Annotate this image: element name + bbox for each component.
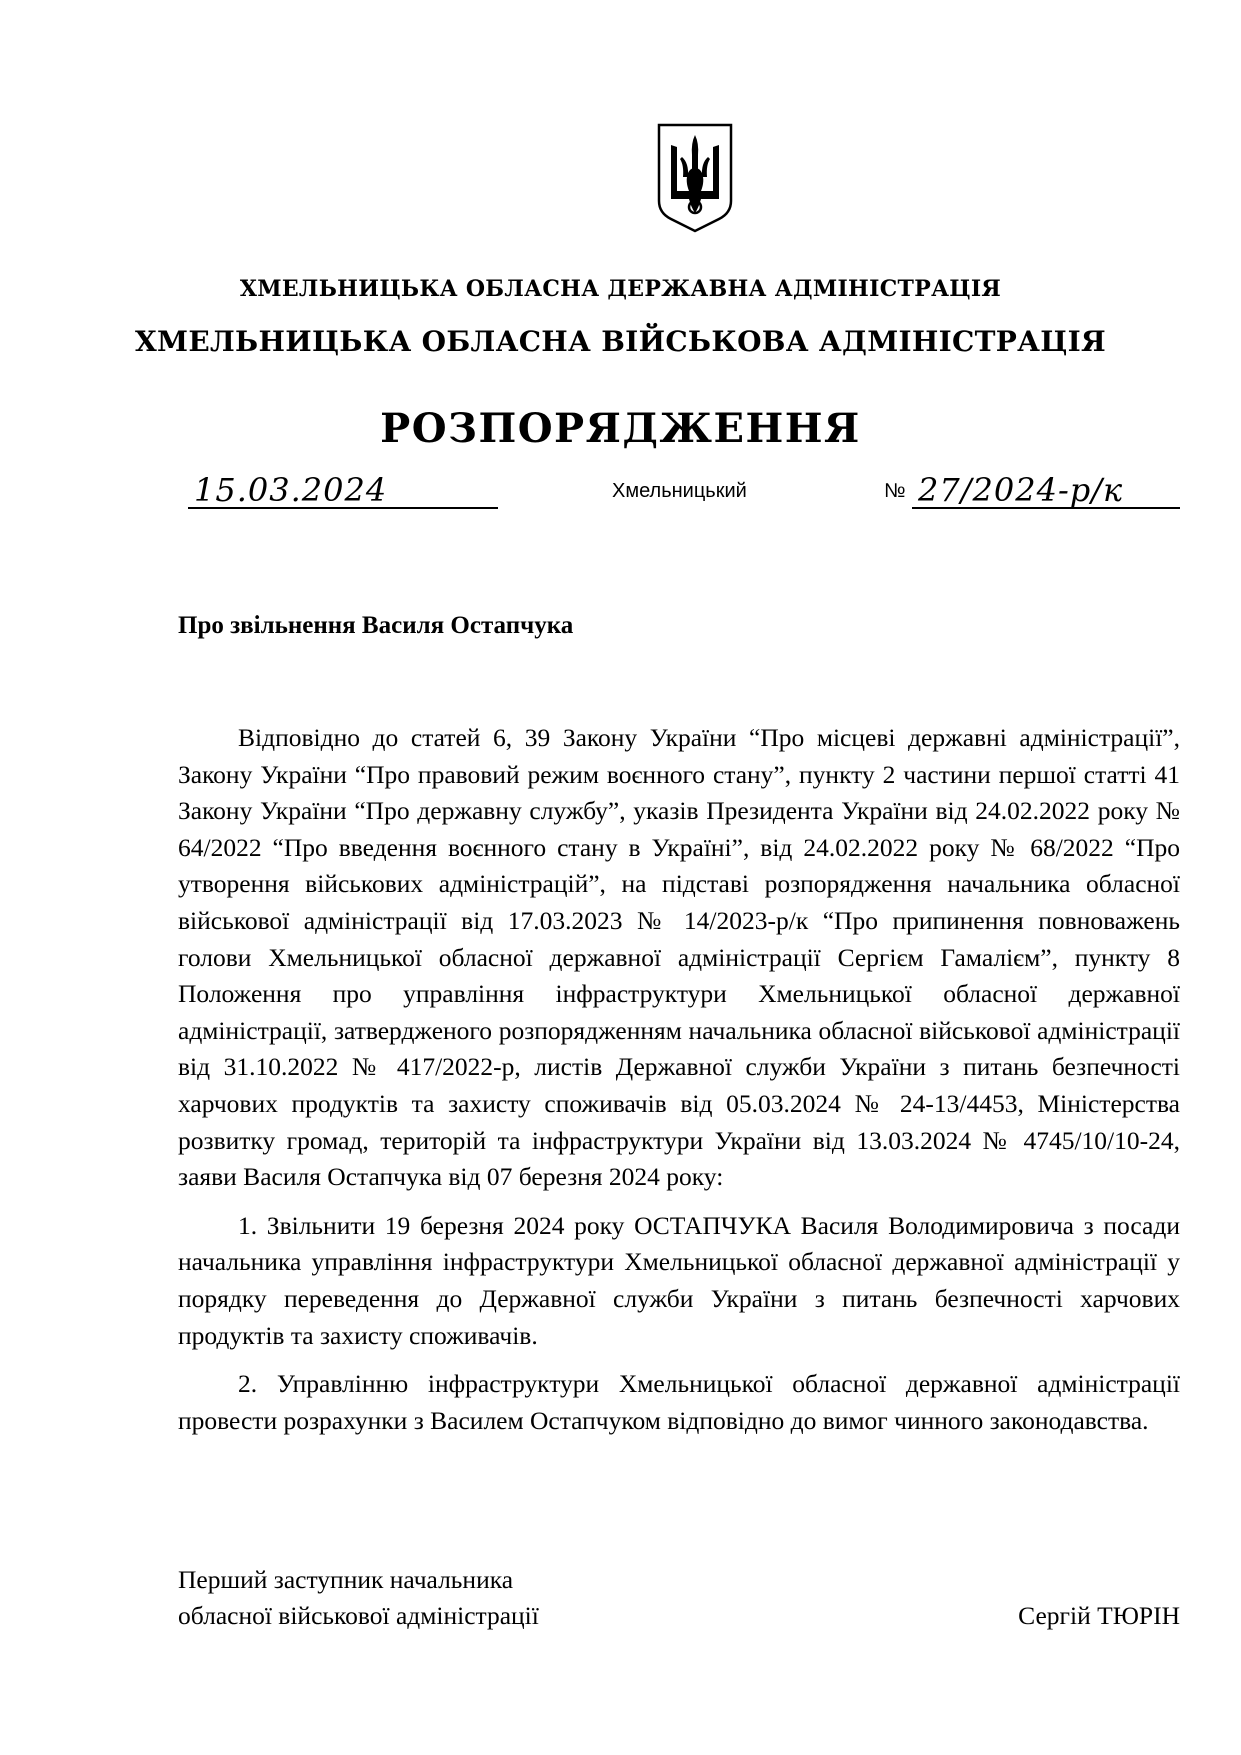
number-field	[912, 465, 1180, 509]
signatory-position-line-1: Перший заступник начальника	[178, 1565, 514, 1594]
preamble-paragraph: Відповідно до статей 6, 39 Закону України “Про місцеві державні адміністрації”, Закону України “Про правовий режим воєнного стану”, пункту 2 частини першої статті 41 Закону України “Про державну службу”, указів Президента України від 24.02.2022 року № 64/2022 “Про введення воєнного стану в Україні”, від 24.02.2022 року № 68/2022 “Про утворення військових адміністрацій”, на підставі розпорядження начальника обласної військової адміністрації від 17.03.2023 № 14/2023-р/к “Про припинення повноважень голови Хмельницької обласної державної адміністрації Сергієм Гамалієм”, пункту 8 Положення про управління інфраструктури Хмельницької обласної державної адміністрації, затвердженого розпорядженням начальника обласної військової адміністрації від 31.10.2022 № 417/2022-р, листів Державної служби України з питань безпечності харчових продуктів та захисту споживачів від 05.03.2024 № 24-13/4453, Міністерства розвитку громад, територій та інфраструктури України від 13.03.2024 № 4745/10/10-24, заяви Василя Остапчука від 07 березня 2024 року:	[178, 723, 1180, 1192]
trident-coat-of-arms-icon	[655, 121, 735, 233]
number-label: №	[884, 480, 906, 502]
org-name-military-administration: ХМЕЛЬНИЦЬКА ОБЛАСНА ВІЙСЬКОВА АДМІНІСТРАЦІЯ	[135, 325, 1106, 358]
signature-block	[178, 1562, 1180, 1634]
handwritten-date: 15.03.2024	[194, 471, 388, 509]
document-type-heading: РОЗПОРЯДЖЕННЯ	[380, 405, 861, 452]
document-title: Про звільнення Василя Остапчука	[178, 612, 574, 639]
order-item-1: 1. Звільнити 19 березня 2024 року ОСТАПЧУКА Василя Володимировича з посади начальника управління інфраструктури Хмельницької обласної державної адміністрації у порядку переведення до Державної служби України з питань безпечності харчових продуктів та захисту споживачів.	[178, 1210, 1180, 1350]
document-body	[178, 720, 1180, 1451]
signatory-position-line-2: обласної військової адміністрації	[178, 1601, 539, 1630]
city-label: Хмельницький	[612, 480, 747, 502]
order-item-2: 2. Управлінню інфраструктури Хмельницької обласної державної адміністрації провести розрахунки з Василем Остапчуком відповідно до вимог чинного законодавства.	[178, 1369, 1180, 1435]
date-field	[188, 465, 498, 509]
org-name-state-administration: ХМЕЛЬНИЦЬКА ОБЛАСНА ДЕРЖАВНА АДМІНІСТРАЦІЯ	[239, 276, 1002, 302]
handwritten-number: 27/2024-р/к	[918, 471, 1124, 509]
signatory-name: Сергій ТЮРІН	[1018, 1601, 1180, 1630]
